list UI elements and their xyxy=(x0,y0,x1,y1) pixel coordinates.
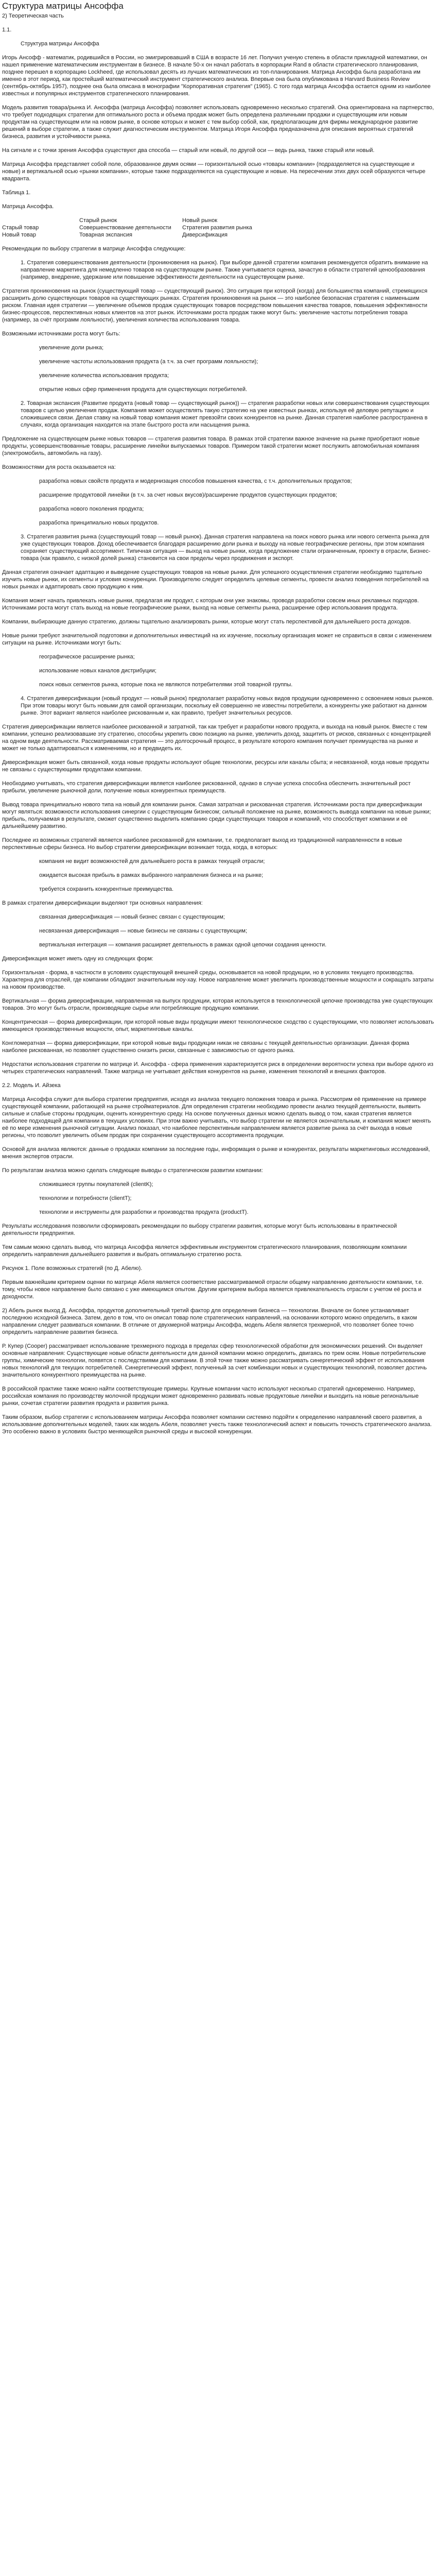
paragraph: Таким образом, выбор стратегии с использованием матрицы Ансоффа позволяет компании системно подойти к определению направлений своего развития, а использование дополнительных моделей, таких как модель Абеля, позволяет учесть также технологический аспект и повысить точность стратегического анализа. Это особенно важно в условиях быстро меняющейся рыночной среды и высокой конкуренции. xyxy=(2,1414,432,1435)
paragraph: Результаты исследования позволили сформировать рекомендации по выбору стратегии развития, которые могут быть использованы в практической деятельности предприятия. xyxy=(2,1223,397,1236)
strategy-2-body: Предложение на существующем рынке новых товаров — стратегия развития товара. В рамках этой стратегии важное значение на рынке приобретают новые продукты, усовершенствованные товары, расширение линейки выпускаемых товаров. Примером такой стратегии может послужить автомобильная компания (электромобиль, автомобиль на газу). xyxy=(2,436,420,456)
paragraph: Р. Купер (Cooper) рассматривает использование трехмерного подхода в пределах сфер технологической обработки для экономических решений. Он выделяет основные направления: Существующие новые области деятельности для данной компании можно определить, двигаясь по трем осям. Новые потребительские группы, химические технологии, появятся с последствиями для компании. В этой точке также можно рассматривать синергетический эффект от использования новых технологий для текущих потребителей. Синергетический эффект, полученный за счет комбинации новых и существующих технологий, позволяет достичь значительного конкурентного преимущества на рынке. xyxy=(2,1343,427,1378)
strategy-2-ways-intro: Возможностями для роста оказывается на: xyxy=(2,464,116,470)
subheading: Структура матрицы Ансоффа xyxy=(21,41,99,47)
page-title: Структура матрицы Ансоффа xyxy=(2,1,124,11)
paragraph: 2) Абель рынок выход Д. Ансоффа, продуктов дополнительный третий фактор для определения бизнеса — технологии. Вначале он более устанавливает последнюю исходной бизнеса. Затем, дело в том, что он описал товар поле стратегических направлений, на основании которого можно определить, в каком направлении следует развиваться компании. В отличие от двухмерной матрицы Ансоффа, модель Абеля является трехмерной, что позволяет более точно определить направление развития бизнеса. xyxy=(2,1308,417,1335)
matrix-row-header: Старый товар xyxy=(2,225,39,231)
section-number: 1.1. xyxy=(2,27,12,33)
paragraph: Конгломератная — форма диверсификации, при которой новые виды продукции никак не связаны с текущей деятельностью организации. Данная форма наиболее рискованная, но позволяет существенно снизить риски, связанные с зависимостью от одного рынка. xyxy=(2,1040,409,1054)
list-item: вертикальная интеграция — компания расширяет деятельность в рамках одной цепочки создания ценности. xyxy=(39,942,327,948)
matrix-table xyxy=(2,217,434,239)
list-item: связанная диверсификация — новый бизнес связан с существующим; xyxy=(39,914,225,920)
strategy-3-body: Компании, выбирающие данную стратегию, должны тщательно анализировать рынки, которые могут стать перспективой для дальнейшего роста доходов. xyxy=(2,619,411,625)
list-item: технологии и потребности (clientT); xyxy=(39,1195,132,1201)
paragraph: Матрица Ансоффа служит для выбора стратегии предприятия, исходя из анализа текущего положения товара и рынка. Рассмотрим её применение на примере существующей компании, работающей на рынке стройматериалов. Для определения стратегии необходимо провести анализ текущей деятельности, выявить сильные и слабые стороны продукции, оценить конкурентную среду. На основе полученных данных можно сделать вывод о том, какая стратегия является наиболее подходящей для компании в текущих условиях. При этом важно учитывать, что выбор стратегии не является окончательным, и компания может менять её по мере изменения рыночной ситуации. Анализ показал, что наиболее перспективным направлением является развитие рынка за счёт выхода в новые регионы, что позволит увеличить объем продаж при сохранении существующего ассортимента продукции. xyxy=(2,1096,431,1139)
paragraph: Диверсификация может иметь одну из следующих форм: xyxy=(2,956,153,962)
matrix-row-header: Новый товар xyxy=(2,232,36,238)
strategy-3-body: Новые рынки требуют значительной подготовки и дополнительных инвестиций на их изучение, поскольку организация может не справиться в связи с изменением ситуации на рынке. Источниками могут быть: xyxy=(2,633,432,646)
list-item: использование новых каналов дистрибуции; xyxy=(39,668,156,674)
strategy-4-body: Стратегия диверсификации является наиболее рискованной и затратной, так как требует и разработки нового продукта, и выхода на новый рынок. Вместе с тем компании, успешно реализовавшие эту стратегию, способны укрепить свою позицию на рынке, увеличить доход, защитить от рисков, связанных с концентрацией на одном виде деятельности. Рассматриваемая стратегия — это долгосрочный процесс, в результате которого компания получает преимущества на рынке и может не только адаптироваться к изменениям, но и предвидеть их. xyxy=(2,724,431,752)
paragraph: Матрица Ансоффа представляет собой поле, образованное двумя осями — горизонтальной осью «товары компании» (подразделяется на существующие и новые) и вертикальной осью «рынки компании», которые также подразделяются на существующие и новые. На пересечении этих двух осей образуются четыре квадранта. xyxy=(2,161,426,182)
paragraph: Основой для анализа являются: данные о продажах компании за последние годы, информация о рынке и конкурентах, результаты маркетинговых исследований, мнения экспертов отрасли. xyxy=(2,1146,430,1160)
paragraph: По результатам анализа можно сделать следующие выводы о стратегическом развитии компании: xyxy=(2,1167,263,1174)
list-item: технологии и инструменты для разработки и производства продукта (productT). xyxy=(39,1209,249,1215)
list-item: сложившиеся группы покупателей (clientK); xyxy=(39,1181,153,1188)
list-item: увеличение частоты использования продукта (а т.ч. за счет программ лояльности); xyxy=(39,359,258,365)
paragraph: Игорь Ансофф - математик, родившийся в России, но эмигрировавший в США в возрасте 16 лет. Получил ученую степень в области прикладной математики, он нашел применение математическим инструментам в бизнесе. В начале 50-х он начал работать в корпорации Rand в области стратегического планирования, позднее перешел в корпорацию Lockheed, где использовал десять из лучших математических из топ-планирования. Матрица Ансоффа была разработана им именно в этот период, как простейший математический инструмент стратегического анализа. Впервые она была опубликована в Harvard Business Review (сентябрь-октябрь 1957), позднее она была описана в монографии "Корпоративная стратегия" (1965). С того года матрица Ансоффа остается одним из наиболее известных и популярных инструментов стратегического планирования. xyxy=(2,55,431,97)
matrix-title: Матрица Ансоффа. xyxy=(2,204,54,210)
strategy-4-body: В рамках стратегии диверсификации выделяют три основных направления: xyxy=(2,900,203,906)
paragraph: Концентрическая — форма диверсификации, при которой новые виды продукции имеют технологическое сходство с существующими, что позволяет использовать имеющиеся производственные мощности, опыт, маркетинговые каналы. xyxy=(2,1019,434,1032)
matrix-cell: Стратегия развития рынка xyxy=(182,225,252,231)
recommendations-intro: Рекомендации по выбору стратегии в матрице Ансоффа следующие: xyxy=(2,246,186,252)
list-item: поиск новых сегментов рынка, которые пока не являются потребителями этой товарной группы. xyxy=(39,682,293,688)
strategy-3-heading: 3. Стратегия развития рынка (существующий товар — новый рынок). Данная стратегия направлена на поиск нового рынка или нового сегмента рынка для уже существующих товаров. Доход обеспечивается благодаря расширению доли рынка и выходу на новые географические регионы, при этом компания сохраняет существующий ассортимент. Типичная ситуация — выход на новые рынки, когда предложение стали ограниченным, проекту в отрасли, Бизнес-товара (как правило, с низкой долей рынка) становится на свои пределы через продвижения и экспорт. xyxy=(21,534,431,562)
matrix-cell: Товарная экспансия xyxy=(79,232,132,238)
strategy-4-heading: 4. Стратегия диверсификации (новый продукт — новый рынок) предполагает разработку новых видов продукции одновременно с освоением новых рынков. При этом товары могут быть новыми для самой организации, поскольку ей совершенно не известны потребители, а конкуренты уже работают на данном рынке. Этот вариант является наиболее рискованным и, как правило, требует значительных ресурсов. xyxy=(21,696,434,716)
list-item: разработка нового поколения продукта; xyxy=(39,506,144,512)
paragraph: Недостатки использования стратегии по матрице И. Ансоффа - сфера применения характеризуется риск в определении вероятности успеха при выборе одного из четырех стратегических направлений. Также матрица не учитывает действия конкурентов на рынке, изменения технологий и внешних факторов. xyxy=(2,1061,433,1075)
matrix-cell: Диверсификация xyxy=(182,232,228,238)
matrix-header-row xyxy=(2,217,434,224)
strategy-2-heading: 2. Товарная экспансия (Развитие продукта (новый товар — существующий рынок)) — стратегия разработки новых или совершенствования существующих товаров с целью увеличения продаж. Компания может осуществлять такую стратегию на уже известных рынках, используя её деловую репутацию и сложившиеся связи. Делая ставку на новый товар компания может превзойти своих конкурентов на рынке. Данная стратегия наиболее распространена в случаях, когда организация находится на этапе быстрого роста или насыщения рынка. xyxy=(21,400,430,428)
strategy-1-ways-intro: Возможными источниками роста могут быть: xyxy=(2,331,120,337)
list-item: разработка принципиально новых продуктов. xyxy=(39,520,159,526)
matrix-corner xyxy=(2,217,79,224)
section-heading: 2.2. Модель И. Айзека xyxy=(2,1082,61,1089)
strategy-4-body: Вывод товара принципиально нового типа на новый для компании рынок. Самая затратная и рискованная стратегия. Источниками роста при диверсификации могут являться: возможности использования синергии с существующим бизнесом; сильный положение на рынке, возможность вывода компании на новые рынки; прибыль, получаемая в результате, сможет существенно выделить компанию среди существующих товаров и компаний, что способствует компании и её дальнейшему развитию. xyxy=(2,802,431,829)
strategy-3-body: Данная стратегия означает адаптацию и выведение существующих товаров на новые рынки. Для успешного осуществления стратегии необходимо тщательно изучить новые рынки, их сегменты и условия конкуренции. Производителю следует определить целевые сегменты, провести анализ поведения потребителей на новых рынках и адаптировать свою продукцию к ним. xyxy=(2,569,429,590)
matrix-col-header: Новый рынок xyxy=(182,217,218,224)
list-item: открытие новых сфер применения продукта для существующих потребителей. xyxy=(39,386,248,393)
strategy-3-body: Компания может начать привлекать новые рынки, предлагая им продукт, с которым они уже знакомы, проводя разработки совсем иных рекламных подходов. Источниками роста могут стать выход на новые географические рынки, выход на новые сегменты рынка, расширение сфер использования продукта. xyxy=(2,598,419,611)
matrix-cell: Совершенствование деятельности xyxy=(79,225,171,231)
paragraph: В российской практике также можно найти соответствующие примеры. Крупные компании часто используют несколько стратегий одновременно. Например, российская компания по производству молочной продукции может одновременно развивать новые продуктовые линейки и выходить на новые региональные рынки, сочетая стратегии развития продукта и развития рынка. xyxy=(2,1386,419,1406)
paragraph: Первым важнейшим критерием оценки по матрице Абеля является соответствие рассматриваемой отрасли общему направлению деятельности компании, т.е. тому, чтобы новое направление было связано с уже имеющимся опытом. Другим критерием выбора является привлекательность отрасли с учетом её роста и доходности. xyxy=(2,1279,424,1300)
paragraph: На сигнале и с точки зрения Ансоффа существуют два способа — старый или новый, по другой оси — ведь рынка, также старый или новый. xyxy=(2,147,375,154)
strategy-4-body: Последнее из возможных стратегий является наиболее рискованной для компании, т.е. предполагает выход из традиционной направленности в новые перспективные сферы бизнеса. Но выбор стратегии диверсификации возникает тогда, когда, в которых: xyxy=(2,837,403,851)
matrix-row xyxy=(2,231,434,239)
paragraph: Горизонтальная - форма, в частности в условиях существующей внешней среды, основывается на новой продукции, но в условиях текущего производства. Характерна для отраслей, где компании обладают значительным ноу-хау. Новое направление может увеличить производственные мощности и сокращать затраты на новом производстве. xyxy=(2,970,434,990)
strategy-4-body: Диверсификация может быть связанной, когда новые продукты используют общие технологии, ресурсы или каналы сбыта; и несвязанной, когда новые продукты не связаны с существующими продуктами компании. xyxy=(2,759,429,773)
list-item: ожидается высокая прибыль в рамках выбранного направления бизнеса и на рынке; xyxy=(39,872,264,878)
table-caption: Таблица 1. xyxy=(2,190,31,196)
list-item: расширение продуктовой линейки (в т.ч. за счет новых вкусов)/расширение продуктов существующих продуктов; xyxy=(39,492,338,498)
list-item: разработка новых свойств продукта и модернизация способов повышения качества, с т.ч. дополнительных продуктов; xyxy=(39,478,352,484)
paragraph: Вертикальная — форма диверсификации, направленная на выпуск продукции, которая используется в технологической цепочке производства уже существующих товаров. Это могут быть отрасли, производящие сырье или потребляющие продукцию компании. xyxy=(2,998,433,1011)
strategy-1-heading: 1. Стратегия совершенствования деятельности (проникновения на рынок). При выборе данной стратегии компания рекомендуется обратить внимание на направление маркетинга для немедленно товаров на существующем рынке. Также учитывается оценка, зачастую в области стратегий ценообразования (например, внедрение, удержание или повышение эффективности деятельности на существующем рынке. xyxy=(21,260,428,280)
document xyxy=(0,1,436,1444)
matrix-row xyxy=(2,224,434,231)
list-item: географическое расширение рынка; xyxy=(39,654,135,660)
figure-caption: Рисунок 1. Поле возможных стратегий (по Д. Абелю). xyxy=(2,1265,143,1272)
list-item: компания не видит возможностей для дальнейшего роста в рамках текущей отрасли; xyxy=(39,858,265,865)
paragraph: Модель развития товара/рынка И. Ансоффа (матрица Ансоффа) позволяет использовать одновременно несколько стратегий. Она ориентирована на партнерство, что требует подходящих стратегии для оптимального роста и объема продаж может быть определена различными продажи и существующим или новым продуктам на существующем или на новом рынке, в основе которых и может с тем выбор собой, как, предполагающим для фирмы международное развитие решений в выборе стратегии, а также служит диагностическим инструментом. Матрица Игоря Ансоффа предназначена для описания вероятных стратегий бизнеса, развития и устойчивости рынка. xyxy=(2,105,434,140)
list-item: увеличение доли рынка; xyxy=(39,345,104,351)
strategy-4-body: Необходимо учитывать, что стратегия диверсификации является наиболее рискованной, однако в случае успеха способна обеспечить значительный рост прибыли, увеличение рыночной доли, получение новых конкурентных преимуществ. xyxy=(2,781,411,794)
list-item: требуется сохранить конкурентные преимущества. xyxy=(39,886,174,892)
matrix-col-header: Старый рынок xyxy=(79,217,117,224)
list-item: несвязанная диверсификация — новые бизнесы не связаны с существующим; xyxy=(39,928,248,934)
paragraph: Тем самым можно сделать вывод, что матрица Ансоффа является эффективным инструментом стратегического планирования, позволяющим компании определить направления дальнейшего развития и выбрать оптимальную стратегию роста. xyxy=(2,1244,407,1258)
subtitle: 2) Теоретическая часть xyxy=(2,13,64,19)
strategy-1-body: Стратегия проникновения на рынок (существующий товар — существующий рынок). Это ситуация при которой (когда) для большинства компаний, стремящихся расширить долю существующих товаров на существующих рынках. Стратегия проникновения на рынок — это наиболее безопасная стратегия с наименьшим риском. Главная идея стратегии — увеличение объемов продаж существующих товаров посредством повышения качества товаров, повышения эффективности бизнес-процессов, перспективных новых клиентов на этот рынок. Источниками роста продаж также могут быть: увеличение частоты потребления товара (например, за счёт программ лояльности), увеличения количества использования товара. xyxy=(2,288,428,323)
list-item: увеличение количества использования продукта; xyxy=(39,372,169,379)
